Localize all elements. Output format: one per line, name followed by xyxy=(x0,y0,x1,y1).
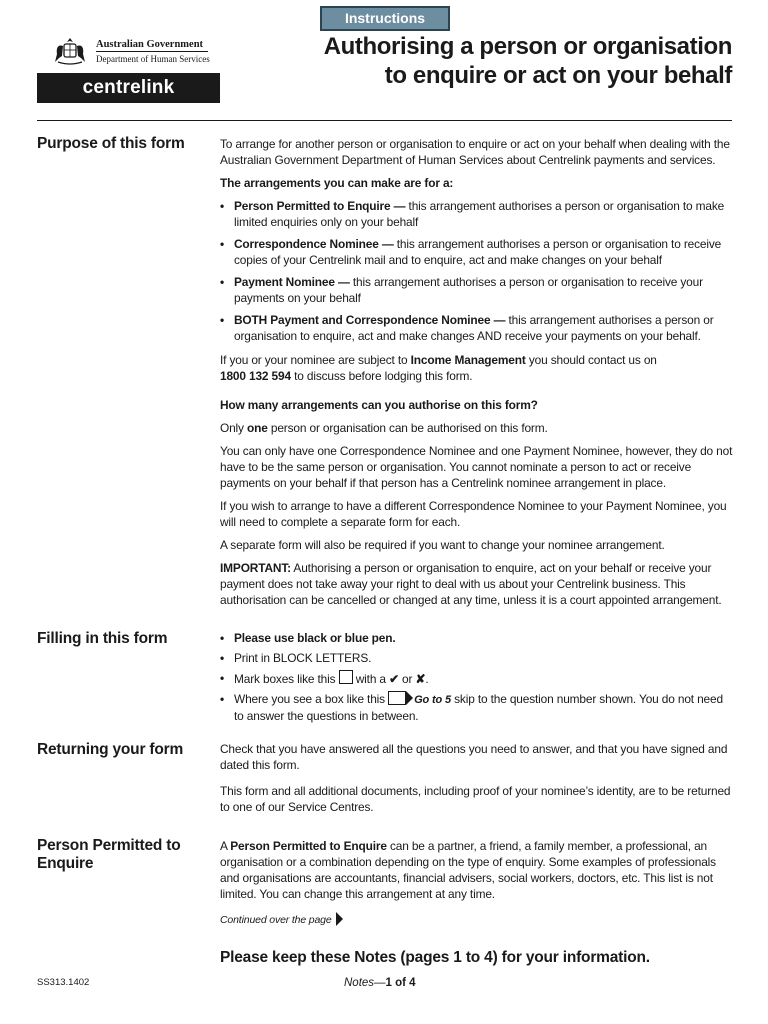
page-number: Notes—1 of 4 xyxy=(344,977,416,989)
filling-section xyxy=(220,630,734,724)
filling-bullet-goto: • Where you see a box like this Go to 5 skip to the question number shown. You do not need to answer the questions in between. xyxy=(220,691,734,724)
bullet-text: this arrangement authorises a person or organisation to receive copies of your Centrelink mail and to enquire, act and make changes on your behalf xyxy=(234,237,722,267)
only-one-note: Only one person or organisation can be authorised on this form. xyxy=(220,421,548,435)
gov-rule xyxy=(96,51,208,52)
coat-of-arms-icon xyxy=(50,34,90,68)
purpose-section xyxy=(220,136,734,608)
separate-form-note: If you wish to arrange to have a different Correspondence Nominee to your Payment Nominee, you will need to complete a separate form for each. xyxy=(220,499,727,529)
bullet-correspondence xyxy=(220,236,734,268)
ppe-section xyxy=(220,838,734,928)
continued-note: Continued over the page xyxy=(220,912,734,928)
header-divider xyxy=(37,120,732,121)
form-code: SS313.1402 xyxy=(37,977,90,988)
bullet-text: this arrangement authorises a person or organisation to receive your payments on your behalf xyxy=(234,275,703,305)
arrangements-heading: The arrangements you can make are for a: xyxy=(220,176,454,190)
filling-bullet-pen: • Please use black or blue pen. xyxy=(220,630,734,646)
government-logo xyxy=(50,34,210,68)
bullet-term: Payment Nominee — xyxy=(234,275,350,289)
continue-arrow-icon xyxy=(336,912,343,926)
bullet-term: Person Permitted to Enquire — xyxy=(234,199,406,213)
gov-line1: Australian Government xyxy=(96,39,204,50)
keep-notes-banner: Please keep these Notes (pages 1 to 4) for your information. xyxy=(220,949,650,966)
purpose-heading: Purpose of this form xyxy=(37,135,185,152)
page-title xyxy=(312,32,732,90)
filling-bullet-block: • Print in BLOCK LETTERS. xyxy=(220,650,734,666)
returning-p1: Check that you have answered all the questions you need to answer, and that you have signed and dated this form. xyxy=(220,742,728,772)
ppe-heading: Person Permitted to Enquire xyxy=(37,837,181,872)
returning-p2: This form and all additional documents, including proof of your nominee’s identity, are to be returned to one of our Service Centres. xyxy=(220,784,731,814)
centrelink-brand: centrelink xyxy=(37,73,220,103)
ppe-text: A Person Permitted to Enquire can be a partner, a friend, a family member, a professional, an organisation or a combination depending on the type of enquiry. Some examples of professionals and organisations are accountants, financial advisers, social workers, doctors, etc. This list is not limited. You can change this arrangement at any time. xyxy=(220,839,716,901)
how-many-heading: How many arrangements can you authorise on this form? xyxy=(220,398,538,412)
bullet-term: BOTH Payment and Correspondence Nominee — xyxy=(234,313,506,327)
one-each-note: You can only have one Correspondence Nominee and one Payment Nominee, however, they do not have to be the same person or organisation. You cannot nominate a person to act or receive payments on your behalf if that person has a Centrelink nominee arrangement in place. xyxy=(220,444,733,490)
bullet-term: Correspondence Nominee — xyxy=(234,237,394,251)
filling-heading: Filling in this form xyxy=(37,630,168,647)
goto-arrow-icon xyxy=(388,691,406,705)
bullet-ppe xyxy=(220,198,734,230)
cross-icon: ✘ xyxy=(415,672,426,686)
important-note: IMPORTANT: Authorising a person or organisation to enquire, act on your behalf or receive your payment does not take away your right to deal with us about your Centrelink business. This authorisation can be cancelled or changed at any time, unless it is a court appointed arrangement. xyxy=(220,561,722,607)
title-line2: to enquire or act on your behalf xyxy=(384,62,732,89)
income-management-note: If you or your nominee are subject to Income Management you should contact us on 1800 132 594 to discuss before lodging this form. xyxy=(220,353,657,383)
checkbox-sample-icon xyxy=(339,670,353,684)
phone-number: 1800 132 594 xyxy=(220,369,291,383)
returning-heading: Returning your form xyxy=(37,741,184,758)
bullet-both xyxy=(220,312,734,344)
returning-section xyxy=(220,741,734,815)
gov-line2: Department of Human Services xyxy=(96,54,210,64)
instructions-tab: Instructions xyxy=(320,6,450,31)
change-note: A separate form will also be required if you want to change your nominee arrangement. xyxy=(220,538,665,552)
bullet-text: this arrangement authorises a person or organisation to make limited enquiries only on your behalf xyxy=(234,199,725,229)
check-icon: ✔ xyxy=(389,672,399,686)
government-wordmark xyxy=(96,38,210,66)
bullet-text: this arrangement authorises a person or organisation to enquire, act and make changes AND receive your payments on your behalf. xyxy=(234,313,714,343)
purpose-intro: To arrange for another person or organisation to enquire or act on your behalf when dealing with the Australian Government Department of Human Services about Centrelink payments and services. xyxy=(220,137,730,167)
title-line1: Authorising a person or organisation xyxy=(323,33,732,60)
goto-label: Go to 5 xyxy=(414,694,451,706)
filling-bullet-mark: • Mark boxes like this with a ✔ or ✘. xyxy=(220,670,734,687)
bullet-payment xyxy=(220,274,734,306)
